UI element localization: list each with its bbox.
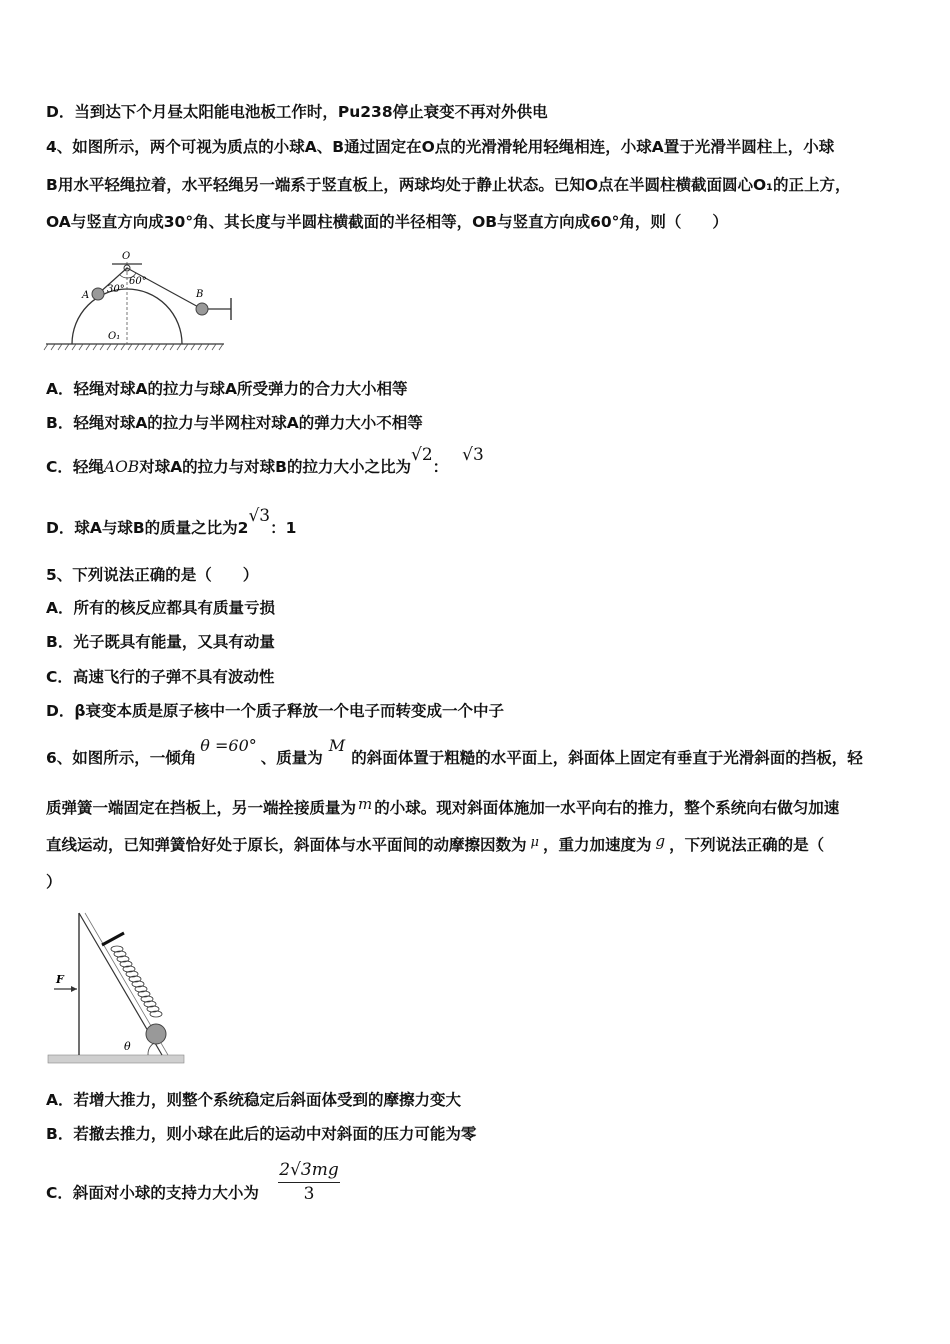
q6-stem-line1: 6、如图所示，一倾角θ =60°、质量为M的斜面体置于粗糙的水平面上，斜面体上固定有垂直于光滑斜面的挡板，轻 bbox=[46, 736, 863, 767]
q6-option-b: B．若撤去推力，则小球在此后的运动中对斜面的压力可能为零 bbox=[46, 1125, 477, 1143]
q6-option-c: C．斜面对小球的支持力大小为 bbox=[46, 1184, 259, 1202]
q6-fraction-numerator: 2√3mg bbox=[278, 1160, 340, 1183]
q6-figure-incline-spring bbox=[44, 905, 189, 1070]
q6-option-a: A．若增大推力，则整个系统稳定后斜面体受到的摩擦力变大 bbox=[46, 1091, 461, 1109]
q6-stem-line2: 质弹簧一端固定在挡板上，另一端拴接质量为 m 的小球。现对斜面体施加一水平向右的推力，整个系统向右做匀加速 bbox=[46, 795, 840, 817]
q6-label-theta: θ bbox=[124, 1040, 131, 1053]
q4-option-b: B．轻绳对球A的拉力与半网柱对球A的弹力大小不相等 bbox=[46, 414, 423, 432]
q4-label-A: A bbox=[82, 290, 90, 301]
q4-figure-pulley-hemicylinder bbox=[40, 248, 240, 356]
q3-option-d: D．当到达下个月昼太阳能电池板工作时，Pu238停止衰变不再对外供电 bbox=[46, 103, 548, 121]
q4-stem-line2: B用水平轻绳拉着，水平轻绳另一端系于竖直板上，两球均处于静止状态。已知O点在半圆柱横截面圆心O₁的正上方， bbox=[46, 176, 851, 194]
q4-label-O1: O₁ bbox=[108, 331, 121, 342]
q5-option-c: C．高速飞行的子弹不具有波动性 bbox=[46, 668, 275, 686]
q4-label-B: B bbox=[196, 289, 204, 300]
q5-stem: 5、下列说法正确的是（ ） bbox=[46, 566, 259, 584]
q6-stem-line4: ） bbox=[46, 873, 62, 891]
q4-label-angle60: 60° bbox=[129, 276, 147, 287]
q6-label-F: F bbox=[56, 973, 64, 986]
q6-stem-line3: 直线运动，已知弹簧恰好处于原长，斜面体与水平面间的动摩擦因数为 $^\mu$ ，重力加速度为 g ，下列说法正确的是（ bbox=[46, 832, 825, 854]
q5-option-d: D．β衰变本质是原子核中一个质子释放一个电子而转变成一个中子 bbox=[46, 702, 504, 720]
q4-label-angle30: 30° bbox=[107, 284, 125, 295]
q5-option-a: A．所有的核反应都具有质量亏损 bbox=[46, 599, 275, 617]
q4-option-d: D．球A与球B的质量之比为2√3：1 bbox=[46, 506, 297, 537]
q6-option-c-fraction bbox=[278, 1160, 340, 1204]
q4-stem-line1: 4、如图所示，两个可视为质点的小球A、B通过固定在O点的光滑滑轮用轻绳相连，小球A置于光滑半圆柱上，小球 bbox=[46, 138, 835, 156]
q4-option-a: A．轻绳对球A的拉力与球A所受弹力的合力大小相等 bbox=[46, 380, 408, 398]
q5-option-b: B．光子既具有能量，又具有动量 bbox=[46, 633, 275, 651]
q4-stem-line3: OA与竖直方向成30°角、其长度与半圆柱横截面的半径相等，OB与竖直方向成60°角，则（ ） bbox=[46, 213, 728, 231]
q4-option-c: C．轻绳AOB对球A的拉力与对球B的拉力大小之比为√2：√3 bbox=[46, 445, 484, 476]
q6-fraction-denominator: 3 bbox=[303, 1184, 315, 1204]
q4-label-O: O bbox=[122, 251, 131, 262]
